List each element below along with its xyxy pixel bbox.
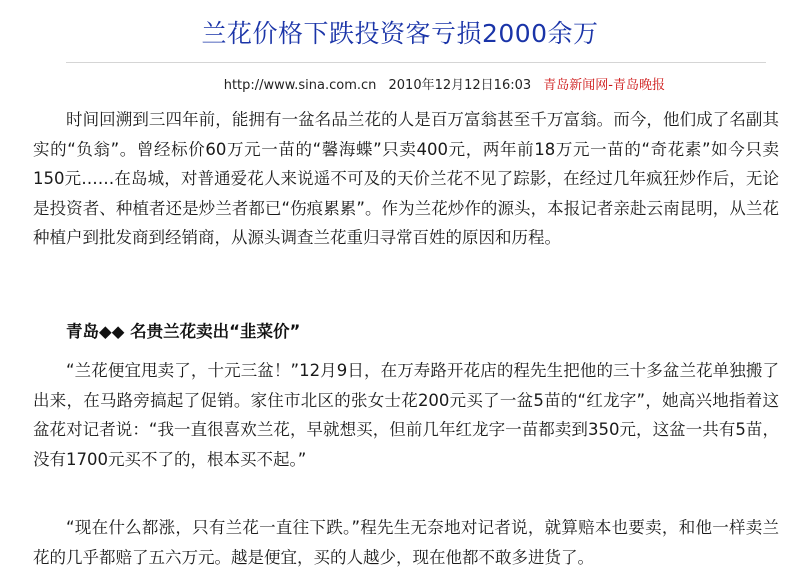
source-url-link[interactable]: http://www.sina.com.cn: [223, 78, 377, 93]
title-divider: [66, 62, 766, 63]
source-link[interactable]: 青岛新闻网-青岛晚报: [543, 78, 665, 93]
publish-datetime: 2010年12月12日16:03: [388, 78, 532, 93]
paragraph-sale: “兰花便宜甩卖了，十元三盆！”12月9日，在万寿路开花店的程先生把他的三十多盆兰花单独搬了出来，在马路旁搞起了促销。家住市北区的张女士花200元买了一盆5苗的“红龙字”，她高兴地指着这盆花对记者说：“我一直很喜欢兰花，早就想买，但前几年红龙字一苗都卖到350元，这盆一共有5苗，没有1700元买不了的，根本买不起。”: [33, 361, 779, 469]
section-subheading: 青岛◆◆ 名贵兰花卖出“韭菜价”: [66, 322, 301, 341]
paragraph-intro: 时间回溯到三四年前，能拥有一盆名品兰花的人是百万富翁甚至千万富翁。而今，他们成了名副其实的“负翁”。曾经标价60万元一苗的“馨海蝶”只卖400元，两年前18万元一苗的“奇花素”如今只卖150元……在岛城，对普通爱花人来说遥不可及的天价兰花不见了踪影，在经过几年疯狂炒作后，无论是投资者、种植者还是炒兰者都已“伤痕累累”。作为兰花炒作的源头，本报记者亲赴云南昆明，从兰花种植户到批发商到经销商，从源头调查兰花重归寻常百姓的原因和历程。: [33, 110, 779, 247]
article-meta: [224, 74, 665, 93]
paragraph-decline: “现在什么都涨，只有兰花一直往下跌。”程先生无奈地对记者说，就算赔本也要卖，和他一样卖兰花的几乎都赔了五六万元。越是便宜，买的人越少，现在他都不敢多进货了。: [33, 518, 779, 567]
article-title: 兰花价格下跌投资客亏损2000余万: [201, 19, 599, 48]
